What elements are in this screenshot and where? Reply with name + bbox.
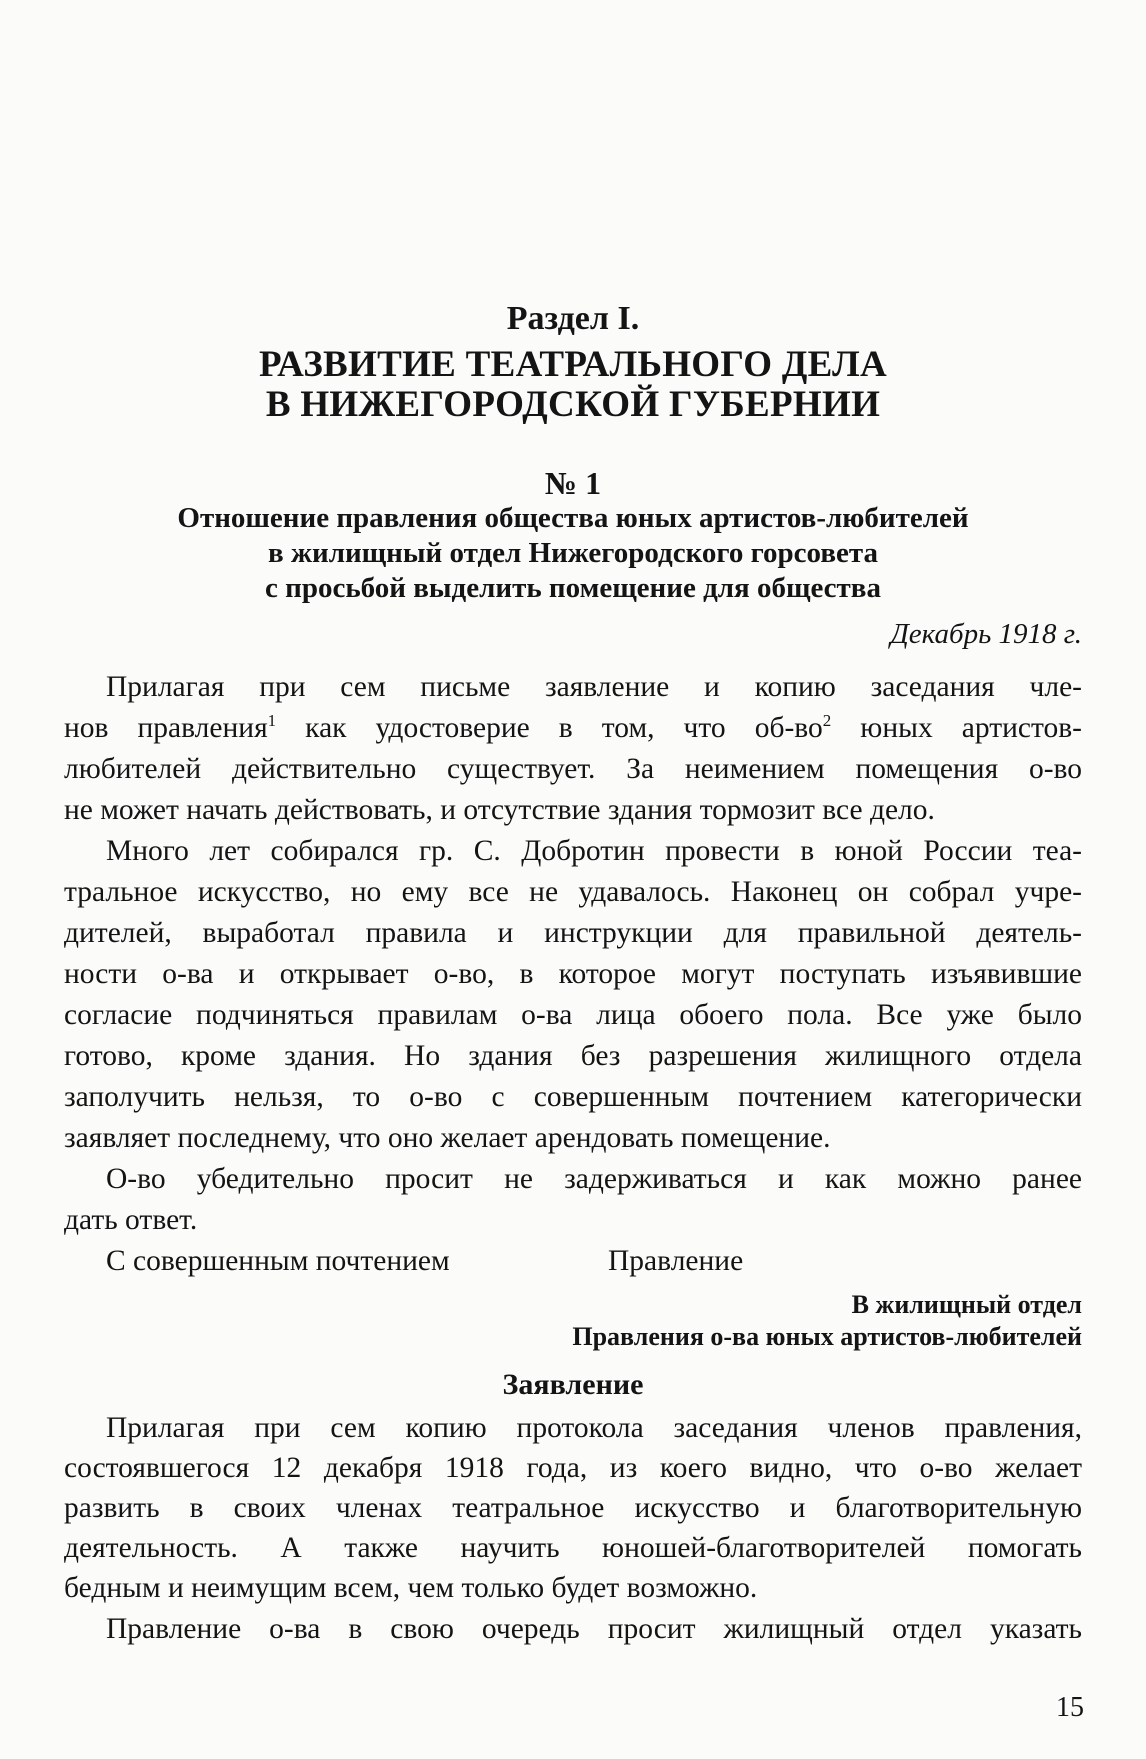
- paragraph-line: ности о-ва и открывает о-во, в которое могут поступать изъявившие: [64, 958, 1082, 990]
- paragraph-line: дать ответ.: [64, 1204, 198, 1236]
- paragraph-line: Прилагая при сем письме заявление и копию заседания чле-: [106, 671, 1082, 703]
- paragraph-line: деятельность. А также научить юношей-благотворителей помогать: [64, 1532, 1082, 1564]
- document-date: Декабрь 1918 г.: [890, 618, 1082, 650]
- addressee-line-1: В жилищный отдел: [851, 1290, 1082, 1319]
- paragraph-line: заявляет последнему, что оно желает арендовать помещение.: [64, 1122, 831, 1154]
- document-number: № 1: [544, 465, 602, 501]
- section-title-line-2: В НИЖЕГОРОДСКОЙ ГУБЕРНИИ: [265, 384, 881, 425]
- paragraph-line: дителей, выработал правила и инструкции для правильной деятель-: [64, 917, 1082, 949]
- paragraph-line: готово, кроме здания. Но здания без разрешения жилищного отдела: [64, 1040, 1082, 1072]
- footnote-marker-1: 1: [267, 711, 277, 731]
- addressee-line-2: Правления о-ва юных артистов-любителей: [572, 1322, 1082, 1351]
- paragraph-line: Прилагая при сем копию протокола заседания членов правления,: [106, 1412, 1082, 1444]
- paragraph-line-with-footnotes: [64, 712, 1082, 745]
- page-number: 15: [1056, 1692, 1084, 1723]
- paragraph-line: Много лет собирался гр. С. Добротин провести в юной России теа-: [106, 835, 1082, 867]
- document-heading-line-3: с просьбой выделить помещение для общества: [265, 572, 881, 604]
- document-heading-line-2: в жилищный отдел Нижегородского горсовета: [268, 537, 878, 569]
- paragraph-line: заполучить нельзя, то о-во с совершенным почтением категорически: [64, 1081, 1082, 1113]
- statement-title: Заявление: [502, 1368, 644, 1401]
- footnote-marker-2: 2: [822, 711, 832, 731]
- paragraph-line: Правление о-ва в свою очередь просит жилищный отдел указать: [106, 1613, 1082, 1645]
- paragraph-line: не может начать действовать, и отсутствие здания тормозит все дело.: [64, 794, 935, 826]
- paragraph-line: О-во убедительно просит не задерживаться и как можно ранее: [106, 1163, 1082, 1195]
- paragraph-line: согласие подчиняться правилам о-ва лица обоего пола. Все уже было: [64, 999, 1082, 1031]
- paragraph-line: любителей действительно существует. За неимением помещения о-во: [64, 753, 1082, 785]
- text-fragment: юных артистов-: [831, 712, 1082, 744]
- paragraph-line: развить в своих членах театральное искусство и благотворительную: [64, 1492, 1082, 1524]
- signature-text: Правление: [608, 1245, 744, 1277]
- text-fragment: нов правления: [64, 712, 268, 744]
- closing-text: С совершенным почтением: [106, 1245, 450, 1277]
- section-label: Раздел I.: [506, 300, 640, 337]
- paragraph-line: состоявшегося 12 декабря 1918 года, из коего видно, что о-во желает: [64, 1452, 1082, 1484]
- document-heading-line-1: Отношение правления общества юных артистов-любителей: [177, 502, 969, 534]
- section-title-line-1: РАЗВИТИЕ ТЕАТРАЛЬНОГО ДЕЛА: [258, 344, 888, 385]
- text-fragment: как удостоверие в том, что об-во: [276, 712, 823, 744]
- paragraph-line: тральное искусство, но ему все не удавалось. Наконец он собрал учре-: [64, 876, 1082, 908]
- paragraph-line: бедным и неимущим всем, чем только будет возможно.: [64, 1572, 758, 1604]
